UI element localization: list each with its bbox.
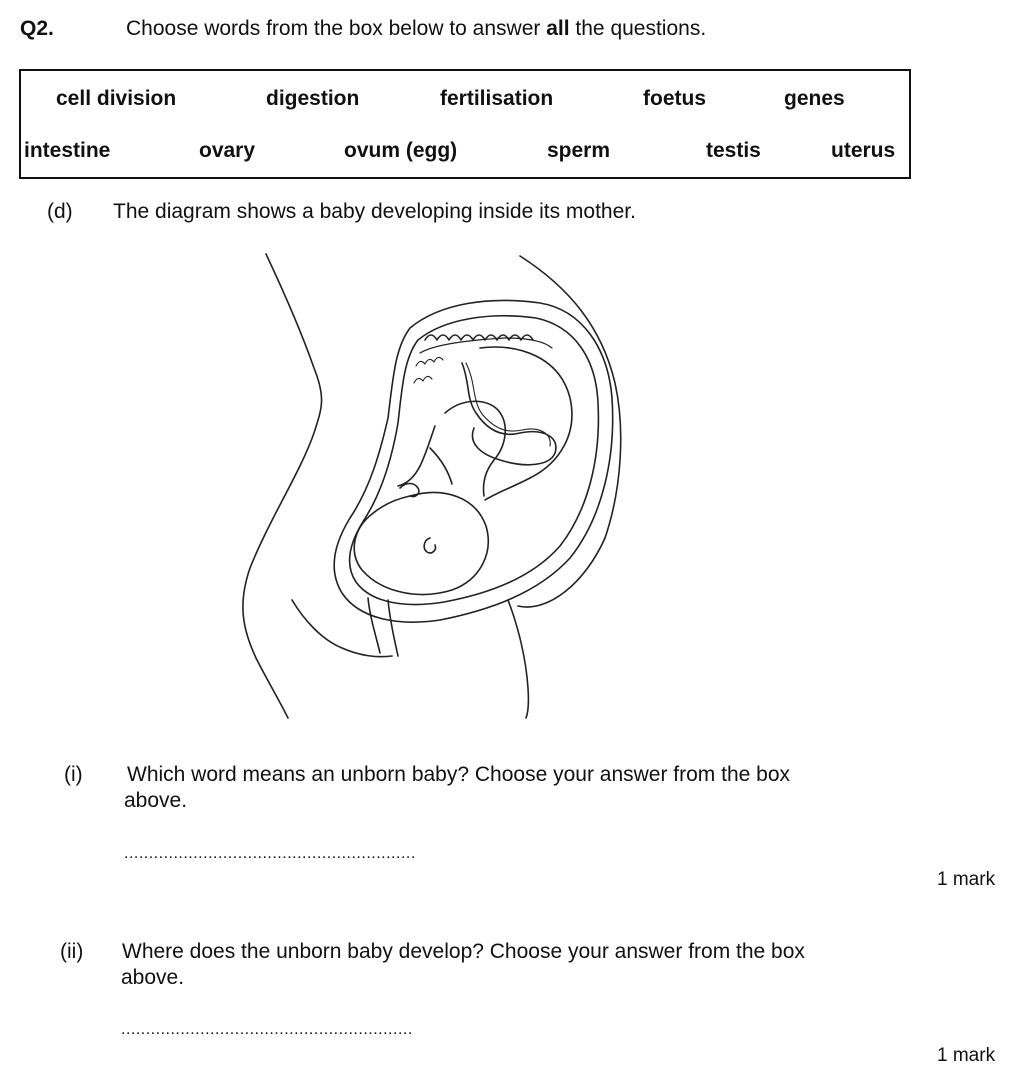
sub-i-label: (i) [64, 763, 83, 786]
cervix [368, 598, 398, 656]
sub-ii-mark: 1 mark [937, 1045, 996, 1066]
word-foetus: foetus [643, 87, 706, 110]
sub-ii-question-line1: Where does the unborn baby develop? Choose your answer from the box [122, 940, 805, 963]
part-d-label: (d) [47, 200, 73, 223]
mother-buttock-outline [292, 600, 392, 657]
instruction-text-end: the questions. [569, 17, 707, 40]
word-testis: testis [706, 139, 761, 162]
umbilical-cord [462, 363, 556, 465]
word-genes: genes [784, 87, 845, 110]
foetus-ear [424, 538, 435, 553]
sub-i-question-line2: above. [124, 789, 188, 812]
sub-ii-question-line2: above. [121, 966, 185, 989]
word-fertilisation: fertilisation [440, 87, 554, 110]
question-instruction [126, 17, 706, 41]
placenta [425, 335, 533, 340]
pregnancy-diagram [230, 248, 650, 723]
word-ovary: ovary [199, 139, 256, 162]
word-uterus: uterus [831, 139, 896, 162]
word-sperm: sperm [547, 139, 611, 162]
mother-back-outline [243, 254, 322, 718]
mother-thigh-outline [508, 600, 528, 718]
foetus-legs [445, 401, 505, 496]
instruction-text-start: Choose words from the box below to answer [126, 17, 547, 40]
word-digestion: digestion [266, 87, 360, 110]
amniotic-sac [350, 316, 599, 605]
word-intestine: intestine [24, 139, 111, 162]
sub-i-answer-line[interactable]: ........................................................... [124, 845, 416, 862]
instruction-bold-word: all [546, 17, 570, 40]
part-d-text: The diagram shows a baby developing inside its mother. [113, 200, 636, 223]
uterus-outer-wall [334, 300, 613, 622]
foetus-head [354, 493, 488, 595]
word-box [19, 69, 911, 179]
sub-i-mark: 1 mark [937, 869, 996, 890]
sub-i-question-line1: Which word means an unborn baby? Choose your answer from the box [127, 763, 791, 786]
word-cell-division: cell division [56, 87, 177, 110]
question-number: Q2. [20, 17, 54, 40]
word-ovum-egg: ovum (egg) [344, 139, 458, 162]
sub-ii-label: (ii) [60, 940, 84, 963]
foetus-back [480, 347, 572, 500]
sub-ii-answer-line[interactable]: ........................................................... [121, 1021, 413, 1038]
